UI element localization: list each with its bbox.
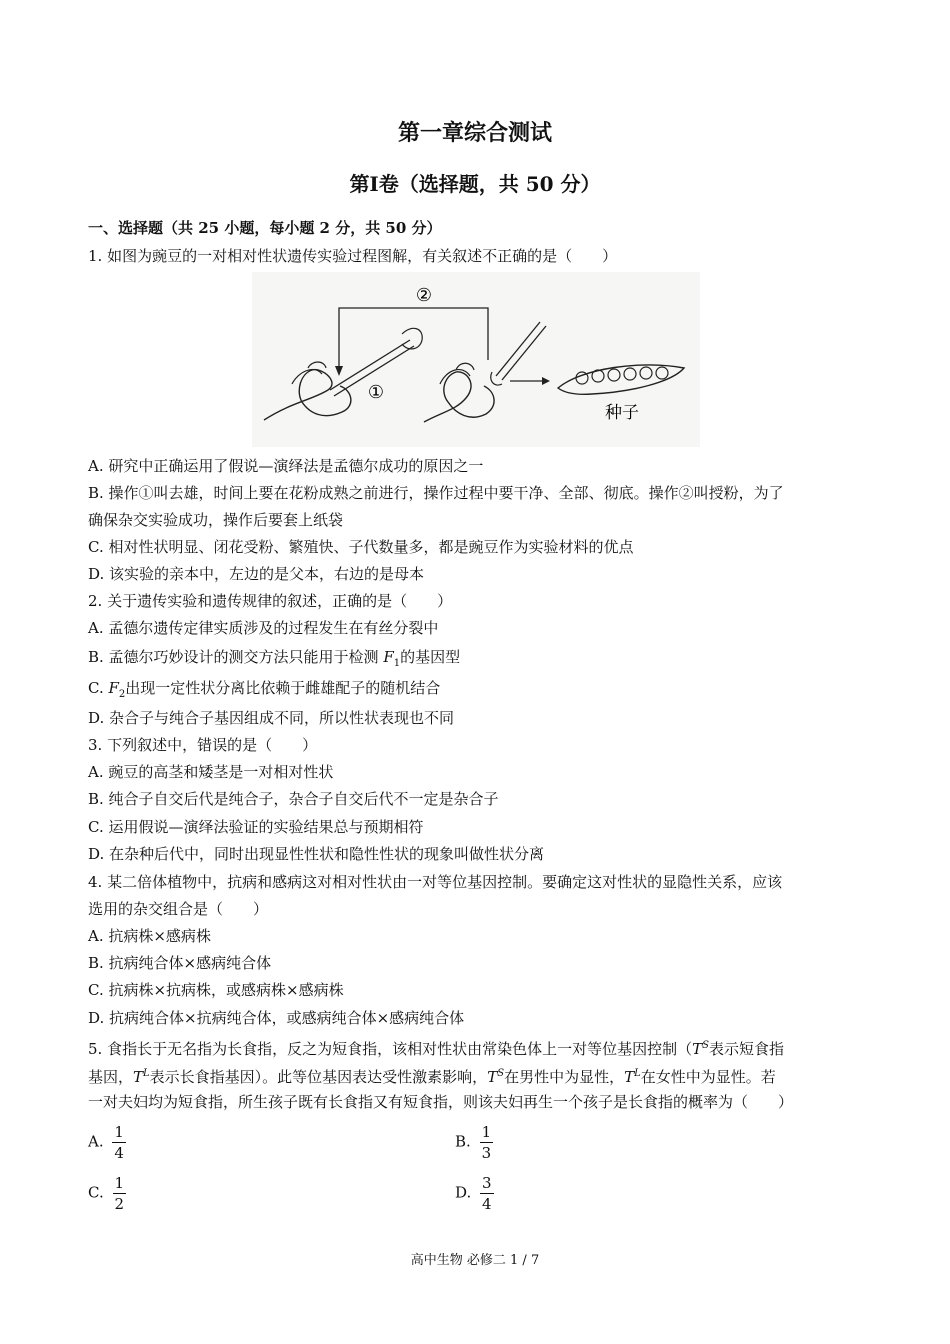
q2-option-b-tail: 的基因型 xyxy=(400,648,461,666)
q2-option-c xyxy=(88,678,868,705)
q4-option-c: C. 抗病株×抗病株，或感病株×感病株 xyxy=(88,981,344,999)
q2-option-a: A. 孟德尔遗传定律实质涉及的过程发生在有丝分裂中 xyxy=(88,619,439,637)
q4-stem-line2: 选用的杂交组合是（ ） xyxy=(88,900,269,918)
q5-var-t: T xyxy=(692,1040,703,1058)
numerator: 1 xyxy=(114,1174,125,1192)
q2-option-c-sub: 2 xyxy=(118,689,126,700)
q4-option-a: A. 抗病株×感病株 xyxy=(88,927,211,945)
figure-label-seed: 种子 xyxy=(605,403,639,423)
q1-stem: 1. 如图为豌豆的一对相对性状遗传实验过程图解，有关叙述不正确的是（ ） xyxy=(88,247,618,265)
q5-option-b xyxy=(455,1122,493,1163)
q1-option-a: A. 研究中正确运用了假说—演绎法是孟德尔成功的原因之一 xyxy=(88,457,484,475)
q5-text-1b: 表示短食指 xyxy=(708,1040,784,1058)
q2-option-c-text: C. xyxy=(88,679,104,697)
q5-option-c xyxy=(88,1173,126,1214)
q3-option-b: B. 纯合子自交后代是纯合子，杂合子自交后代不一定是杂合子 xyxy=(88,790,499,808)
q3-option-d: D. 在杂种后代中，同时出现显性性状和隐性性状的现象叫做性状分离 xyxy=(88,845,545,863)
fraction xyxy=(113,1173,127,1214)
q4-stem-line1: 4. 某二倍体植物中，抗病和感病这对相对性状由一对等位基因控制。要确定这对性状的显隐性关系，应该 xyxy=(88,873,783,891)
q1-option-d: D. 该实验的亲本中，左边的是父本，右边的是母本 xyxy=(88,565,425,583)
q2-option-b xyxy=(88,647,868,674)
option-label: D. xyxy=(455,1183,472,1202)
q5-sup-s: S xyxy=(702,1040,709,1051)
option-label: A. xyxy=(88,1132,104,1151)
q5-option-d xyxy=(455,1173,494,1214)
q5-stem-line3: 一对夫妇均为短食指，所生孩子既有长食指又有短食指，则该夫妇再生一个孩子是长食指的概率为（ ） xyxy=(88,1093,794,1111)
q4-option-b: B. 抗病纯合体×感病纯合体 xyxy=(88,954,272,972)
q2-option-d: D. 杂合子与纯合子基因组成不同，所以性状表现也不同 xyxy=(88,709,455,727)
denominator: 3 xyxy=(481,1144,492,1162)
page-footer: 高中生物 必修二 1 / 7 xyxy=(410,1253,540,1268)
q5-text-2d: 在女性中为显性。若 xyxy=(640,1068,776,1086)
fraction xyxy=(112,1122,126,1163)
page-title: 第一章综合测试 xyxy=(397,120,552,146)
figure-label-top: ② xyxy=(415,285,433,306)
numerator: 3 xyxy=(482,1174,492,1192)
figure-label-mid: ① xyxy=(367,382,385,403)
section-title: 第Ⅰ卷（选择题，共 50 分） xyxy=(349,172,601,196)
numerator: 1 xyxy=(114,1123,124,1141)
q2-stem: 2. 关于遗传实验和遗传规律的叙述，正确的是（ ） xyxy=(88,592,453,610)
q5-option-a xyxy=(88,1122,126,1163)
q5-sup-l: L xyxy=(143,1068,150,1079)
q3-option-a: A. 豌豆的高茎和矮茎是一对相对性状 xyxy=(88,763,334,781)
q5-text-1a: 5. 食指长于无名指为长食指，反之为短食指，该相对性状由常染色体上一对等位基因控制（ xyxy=(88,1040,693,1058)
q5-stem-line1 xyxy=(88,1036,868,1059)
q2-option-b-var: F xyxy=(383,648,394,666)
q5-text-2b: 表示长食指基因）。此等位基因表达受性激素影响， xyxy=(149,1068,488,1086)
denominator: 4 xyxy=(114,1144,124,1162)
numerator: 1 xyxy=(481,1123,492,1141)
option-label: B. xyxy=(455,1132,471,1151)
fraction xyxy=(480,1173,494,1214)
q5-var-t: T xyxy=(624,1068,635,1086)
q1-option-c: C. 相对性状明显、闭花受粉、繁殖快、子代数量多，都是豌豆作为实验材料的优点 xyxy=(88,538,634,556)
denominator: 4 xyxy=(482,1195,492,1213)
q3-option-c: C. 运用假说—演绎法验证的实验结果总与预期相符 xyxy=(88,818,424,836)
q2-option-c-tail: 出现一定性状分离比依赖于雌雄配子的随机结合 xyxy=(125,679,441,697)
q1-option-b-line1: B. 操作①叫去雄，时间上要在花粉成熟之前进行，操作过程中要干净、全部、彻底。操作②叫授粉，为了 xyxy=(88,484,784,502)
q5-sup-s: S xyxy=(497,1068,505,1079)
q5-var-t: T xyxy=(487,1068,498,1086)
denominator: 2 xyxy=(114,1195,125,1213)
q2-option-c-var: F xyxy=(108,679,119,697)
q1-option-b-line2: 确保杂交实验成功，操作后要套上纸袋 xyxy=(88,511,344,529)
q5-text-2c: 在男性中为显性， xyxy=(504,1068,625,1086)
q2-option-b-sub: 1 xyxy=(393,658,401,669)
section-heading: 一、选择题（共 25 小题，每小题 2 分，共 50 分） xyxy=(88,219,442,237)
q4-option-d: D. 抗病纯合体×抗病纯合体，或感病纯合体×感病纯合体 xyxy=(88,1009,465,1027)
q5-text-2a: 基因， xyxy=(88,1068,134,1086)
fraction xyxy=(480,1122,494,1163)
q5-stem-line2 xyxy=(88,1064,868,1087)
option-label: C. xyxy=(88,1183,104,1202)
q2-option-b-text: B. 孟德尔巧妙设计的测交方法只能用于检测 xyxy=(88,648,379,666)
q3-stem: 3. 下列叙述中，错误的是（ ） xyxy=(88,736,318,754)
q5-sup-l: L xyxy=(634,1068,641,1079)
pea-cross-figure xyxy=(252,272,700,447)
q5-var-t: T xyxy=(133,1068,144,1086)
